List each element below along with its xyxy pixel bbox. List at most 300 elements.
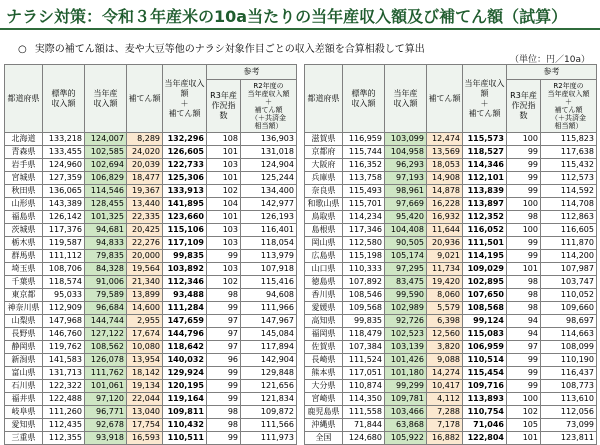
cell-r2: 111,566 [241, 419, 297, 432]
cell-crop-index: 94 [507, 328, 541, 341]
cell-total: 118,642 [163, 341, 207, 354]
cell-total: 117,109 [163, 237, 207, 250]
cell-current: 114,546 [85, 185, 127, 198]
cell-pref: 群馬県 [5, 250, 43, 263]
cell-standard: 146,760 [43, 328, 85, 341]
cell-standard: 112,580 [343, 237, 385, 250]
table-row [5, 367, 297, 380]
cell-total: 103,892 [163, 263, 207, 276]
cell-crop-index: 96 [207, 354, 241, 367]
cell-total: 113,839 [463, 185, 507, 198]
circle-bullet-icon: ○ [18, 44, 27, 55]
cell-crop-index: 98 [507, 211, 541, 224]
cell-r2: 73,099 [541, 419, 597, 432]
cell-total: 122,804 [463, 432, 507, 445]
cell-r2: 98,697 [541, 315, 597, 328]
cell-pref: 静岡県 [5, 341, 43, 354]
cell-r2: 110,052 [541, 289, 597, 302]
cell-compensation: 18,142 [127, 367, 163, 380]
cell-standard: 143,389 [43, 198, 85, 211]
cell-crop-index: 100 [507, 133, 541, 146]
cell-total: 111,501 [463, 237, 507, 250]
cell-pref: 滋賀県 [305, 133, 343, 146]
cell-pref: 徳島県 [305, 276, 343, 289]
cell-crop-index: 98 [207, 406, 241, 419]
table-row [305, 276, 597, 289]
cell-r2: 114,663 [541, 328, 597, 341]
table-row [5, 315, 297, 328]
header-crop-index: R3年産 作況指数 [507, 80, 541, 133]
cell-crop-index: 98 [207, 419, 241, 432]
cell-standard: 108,706 [43, 263, 85, 276]
table-row [5, 419, 297, 432]
cell-compensation: 17,674 [127, 328, 163, 341]
cell-total: 140,032 [163, 354, 207, 367]
cell-compensation: 4,112 [427, 393, 463, 406]
table-row [305, 419, 597, 432]
cell-current: 79,835 [85, 250, 127, 263]
cell-pref: 北海道 [5, 133, 43, 146]
cell-total: 122,733 [163, 159, 207, 172]
table-row [5, 406, 297, 419]
cell-compensation: 19,564 [127, 263, 163, 276]
header-total: 当年産収入額 ＋ 補てん額 [163, 65, 207, 133]
cell-r2: 121,656 [241, 380, 297, 393]
table-row [305, 185, 597, 198]
cell-crop-index: 99 [507, 185, 541, 198]
cell-current: 127,122 [85, 328, 127, 341]
cell-r2: 116,437 [541, 367, 597, 380]
cell-pref: 神奈川県 [5, 302, 43, 315]
cell-compensation: 8,289 [127, 133, 163, 146]
cell-crop-index: 97 [507, 341, 541, 354]
cell-total: 99,835 [163, 250, 207, 263]
cell-standard: 115,198 [343, 250, 385, 263]
cell-standard: 136,065 [43, 185, 85, 198]
cell-crop-index: 103 [207, 159, 241, 172]
cell-compensation: 2,955 [127, 315, 163, 328]
header-total: 当年産収入額 ＋ 補てん額 [463, 65, 507, 133]
cell-compensation: 16,228 [427, 198, 463, 211]
table-row [305, 315, 597, 328]
cell-r2: 142,977 [241, 198, 297, 211]
cell-pref: 茨城県 [5, 224, 43, 237]
page-title: ナラシ対策：令和３年産米の10a当たりの当年産収入額及び補てん額（試算） [6, 7, 568, 26]
cell-standard: 110,333 [343, 263, 385, 276]
cell-pref: 青森県 [5, 146, 43, 159]
table-row [5, 172, 297, 185]
cell-crop-index: 99 [207, 432, 241, 445]
cell-standard: 111,558 [343, 406, 385, 419]
cell-compensation: 19,134 [127, 380, 163, 393]
cell-r2: 113,610 [541, 393, 597, 406]
cell-crop-index: 99 [207, 367, 241, 380]
table-row [5, 380, 297, 393]
cell-pref: 福岡県 [305, 328, 343, 341]
note [18, 40, 425, 55]
table-row [5, 393, 297, 406]
cell-pref: 愛媛県 [305, 302, 343, 315]
cell-crop-index: 108 [207, 133, 241, 146]
cell-r2: 145,084 [241, 328, 297, 341]
cell-r2: 103,747 [541, 276, 597, 289]
cell-r2: 113,979 [241, 250, 297, 263]
cell-current: 91,006 [85, 276, 127, 289]
cell-current: 128,455 [85, 198, 127, 211]
cell-total: 93,488 [163, 289, 207, 302]
cell-current: 103,466 [385, 406, 427, 419]
cell-crop-index: 99 [507, 367, 541, 380]
table-row [305, 250, 597, 263]
cell-standard: 115,701 [343, 198, 385, 211]
cell-total: 114,346 [463, 159, 507, 172]
table-row [5, 302, 297, 315]
cell-r2: 107,918 [241, 263, 297, 276]
cell-compensation: 6,398 [427, 315, 463, 328]
cell-crop-index: 99 [507, 380, 541, 393]
cell-pref: 山形県 [5, 198, 43, 211]
cell-pref: 宮崎県 [305, 393, 343, 406]
cell-crop-index: 99 [207, 302, 241, 315]
cell-crop-index: 103 [207, 224, 241, 237]
table-row [305, 159, 597, 172]
table-row [5, 133, 297, 146]
cell-total: 118,527 [463, 146, 507, 159]
cell-current: 92,678 [85, 419, 127, 432]
cell-total: 110,754 [463, 406, 507, 419]
cell-total: 141,895 [163, 198, 207, 211]
cell-pref: 岡山県 [305, 237, 343, 250]
cell-total: 102,895 [463, 276, 507, 289]
cell-crop-index: 103 [207, 237, 241, 250]
cell-standard: 112,909 [43, 302, 85, 315]
table-row [5, 432, 297, 445]
cell-r2: 125,244 [241, 172, 297, 185]
cell-current: 102,989 [385, 302, 427, 315]
cell-compensation: 22,276 [127, 237, 163, 250]
cell-total: 115,573 [463, 133, 507, 146]
cell-standard: 71,844 [343, 419, 385, 432]
cell-total: 147,659 [163, 315, 207, 328]
cell-standard: 117,051 [343, 367, 385, 380]
cell-compensation: 13,040 [127, 406, 163, 419]
cell-total: 108,568 [463, 302, 507, 315]
cell-r2: 108,099 [541, 341, 597, 354]
cell-crop-index: 99 [507, 159, 541, 172]
cell-pref: 福島県 [5, 211, 43, 224]
cell-current: 102,523 [385, 328, 427, 341]
cell-standard: 117,346 [343, 224, 385, 237]
cell-pref: 長野県 [5, 328, 43, 341]
cell-standard: 99,835 [343, 315, 385, 328]
cell-pref: 栃木県 [5, 237, 43, 250]
cell-compensation: 13,569 [427, 146, 463, 159]
cell-total: 107,650 [463, 289, 507, 302]
cell-compensation: 16,882 [427, 432, 463, 445]
cell-compensation: 5,579 [427, 302, 463, 315]
cell-standard: 122,488 [43, 393, 85, 406]
cell-pref: 熊本県 [305, 367, 343, 380]
header-reference: 参考 [507, 65, 597, 80]
cell-compensation: 16,932 [427, 211, 463, 224]
cell-r2: 118,054 [241, 237, 297, 250]
cell-pref: 山梨県 [5, 315, 43, 328]
cell-current: 105,922 [385, 432, 427, 445]
cell-crop-index: 94 [507, 315, 541, 328]
cell-pref: 島根県 [305, 224, 343, 237]
cell-crop-index: 99 [507, 237, 541, 250]
cell-pref: 和歌山県 [305, 198, 343, 211]
cell-crop-index: 99 [507, 250, 541, 263]
header-current: 当年産 収入額 [385, 65, 427, 133]
cell-compensation: 13,899 [127, 289, 163, 302]
cell-r2: 111,870 [541, 237, 597, 250]
table-row [305, 172, 597, 185]
header-compensation: 補てん額 [127, 65, 163, 133]
table-row [305, 289, 597, 302]
cell-r2: 112,056 [541, 406, 597, 419]
cell-crop-index: 100 [507, 393, 541, 406]
cell-pref: 東京都 [5, 289, 43, 302]
cell-total: 113,897 [463, 198, 507, 211]
cell-crop-index: 99 [207, 393, 241, 406]
cell-compensation: 10,417 [427, 380, 463, 393]
cell-current: 84,328 [85, 263, 127, 276]
cell-current: 96,293 [385, 159, 427, 172]
cell-pref: 三重県 [5, 432, 43, 445]
cell-standard: 108,546 [343, 289, 385, 302]
table-row [5, 185, 297, 198]
header-pref: 都道府県 [305, 65, 343, 133]
cell-compensation: 14,274 [427, 367, 463, 380]
cell-compensation: 20,039 [127, 159, 163, 172]
cell-crop-index: 101 [507, 263, 541, 276]
cell-current: 126,078 [85, 354, 127, 367]
cell-r2: 110,190 [541, 354, 597, 367]
cell-compensation: 20,000 [127, 250, 163, 263]
cell-total: 132,296 [163, 133, 207, 146]
cell-current: 108,562 [85, 341, 127, 354]
cell-pref: 兵庫県 [305, 172, 343, 185]
cell-current: 83,475 [385, 276, 427, 289]
cell-pref: 大阪府 [305, 159, 343, 172]
cell-crop-index: 99 [207, 380, 241, 393]
cell-pref: 岐阜県 [5, 406, 43, 419]
cell-pref: 鹿児島県 [305, 406, 343, 419]
cell-r2: 115,416 [241, 276, 297, 289]
cell-compensation: 21,340 [127, 276, 163, 289]
cell-current: 98,961 [385, 185, 427, 198]
cell-current: 101,061 [85, 380, 127, 393]
cell-total: 99,124 [463, 315, 507, 328]
cell-r2: 114,200 [541, 250, 597, 263]
cell-crop-index: 100 [507, 224, 541, 237]
cell-r2: 117,638 [541, 146, 597, 159]
cell-crop-index: 99 [207, 250, 241, 263]
cell-crop-index: 102 [507, 406, 541, 419]
cell-r2: 114,708 [541, 198, 597, 211]
cell-crop-index: 105 [507, 419, 541, 432]
table-row [5, 328, 297, 341]
cell-current: 144,744 [85, 315, 127, 328]
cell-total: 119,164 [163, 393, 207, 406]
table-row [5, 354, 297, 367]
cell-total: 110,432 [163, 419, 207, 432]
cell-pref: 大分県 [305, 380, 343, 393]
cell-pref: 千葉県 [5, 276, 43, 289]
cell-r2: 123,811 [541, 432, 597, 445]
cell-current: 102,694 [85, 159, 127, 172]
cell-standard: 116,352 [343, 159, 385, 172]
cell-compensation: 24,020 [127, 146, 163, 159]
cell-r2: 112,573 [541, 172, 597, 185]
cell-standard: 118,574 [43, 276, 85, 289]
cell-current: 93,918 [85, 432, 127, 445]
cell-pref: 佐賀県 [305, 341, 343, 354]
cell-compensation: 19,367 [127, 185, 163, 198]
cell-crop-index: 97 [207, 315, 241, 328]
cell-standard: 110,874 [343, 380, 385, 393]
cell-crop-index: 101 [207, 146, 241, 159]
table-row [5, 224, 297, 237]
cell-current: 94,681 [85, 224, 127, 237]
cell-r2: 131,018 [241, 146, 297, 159]
cell-compensation: 16,593 [127, 432, 163, 445]
cell-total: 113,893 [463, 393, 507, 406]
table-row [305, 341, 597, 354]
cell-total: 133,913 [163, 185, 207, 198]
cell-r2: 134,400 [241, 185, 297, 198]
cell-total: 109,029 [463, 263, 507, 276]
header-pref: 都道府県 [5, 65, 43, 133]
cell-r2: 126,193 [241, 211, 297, 224]
cell-total: 115,083 [463, 328, 507, 341]
cell-standard: 111,260 [43, 406, 85, 419]
cell-standard: 116,959 [343, 133, 385, 146]
cell-r2: 115,432 [541, 159, 597, 172]
table-row [305, 406, 597, 419]
cell-compensation: 22,044 [127, 393, 163, 406]
cell-standard: 126,142 [43, 211, 85, 224]
cell-r2: 109,660 [541, 302, 597, 315]
cell-current: 95,420 [385, 211, 427, 224]
header-standard: 標準的 収入額 [343, 65, 385, 133]
cell-current: 106,829 [85, 172, 127, 185]
table-row [5, 237, 297, 250]
cell-compensation: 11,644 [427, 224, 463, 237]
cell-total: 111,284 [163, 302, 207, 315]
cell-compensation: 3,820 [427, 341, 463, 354]
cell-standard: 115,493 [343, 185, 385, 198]
cell-total: 115,454 [463, 367, 507, 380]
cell-total: 110,514 [463, 354, 507, 367]
cell-compensation: 22,335 [127, 211, 163, 224]
cell-r2: 117,894 [241, 341, 297, 354]
cell-crop-index: 99 [507, 172, 541, 185]
cell-r2: 116,605 [541, 224, 597, 237]
cell-current: 90,505 [385, 237, 427, 250]
cell-total: 129,924 [163, 367, 207, 380]
cell-standard: 111,524 [343, 354, 385, 367]
cell-standard: 115,744 [343, 146, 385, 159]
cell-standard: 147,968 [43, 315, 85, 328]
cell-total: 112,352 [463, 211, 507, 224]
cell-compensation: 13,440 [127, 198, 163, 211]
cell-compensation: 14,908 [427, 172, 463, 185]
table-row [305, 328, 597, 341]
table-row [305, 237, 597, 250]
cell-compensation: 18,477 [127, 172, 163, 185]
header-compensation: 補てん額 [427, 65, 463, 133]
header-r2: R2年度の 当年産収入額 ＋ 補てん額 （＋共済金 相当額） [241, 80, 297, 133]
cell-pref: 奈良県 [305, 185, 343, 198]
cell-standard: 112,435 [43, 419, 85, 432]
table-row [5, 146, 297, 159]
cell-current: 102,585 [85, 146, 127, 159]
table-row [5, 341, 297, 354]
cell-compensation: 10,080 [127, 341, 163, 354]
cell-crop-index: 98 [507, 276, 541, 289]
cell-standard: 109,568 [343, 302, 385, 315]
cell-crop-index: 98 [207, 289, 241, 302]
cell-r2: 136,903 [241, 133, 297, 146]
cell-standard: 117,376 [43, 224, 85, 237]
table-row [305, 224, 597, 237]
cell-standard: 124,960 [43, 159, 85, 172]
cell-crop-index: 103 [207, 263, 241, 276]
cell-total: 106,959 [463, 341, 507, 354]
cell-current: 105,174 [385, 250, 427, 263]
cell-compensation: 11,734 [427, 263, 463, 276]
cell-total: 126,605 [163, 146, 207, 159]
note-text: 実際の補てん額は、麦や大豆等他のナラシ対象作目ごとの収入差額を合算相殺して算出 [34, 44, 425, 55]
cell-crop-index: 100 [507, 198, 541, 211]
cell-pref: 愛知県 [5, 419, 43, 432]
cell-standard: 114,234 [343, 211, 385, 224]
cell-current: 101,426 [385, 354, 427, 367]
cell-r2: 111,966 [241, 302, 297, 315]
cell-current: 109,781 [385, 393, 427, 406]
cell-current: 99,299 [385, 380, 427, 393]
cell-crop-index: 99 [507, 146, 541, 159]
cell-compensation: 14,878 [427, 185, 463, 198]
cell-standard: 131,713 [43, 367, 85, 380]
cell-current: 101,325 [85, 211, 127, 224]
table-row [5, 276, 297, 289]
cell-total: 114,195 [463, 250, 507, 263]
cell-standard: 122,322 [43, 380, 85, 393]
cell-compensation: 18,053 [427, 159, 463, 172]
cell-r2: 116,401 [241, 224, 297, 237]
cell-standard: 95,033 [43, 289, 85, 302]
header-r2: R2年度の 当年産収入額 ＋ 補てん額 （＋共済金 相当額） [541, 80, 597, 133]
table-row [305, 367, 597, 380]
cell-current: 103,139 [385, 341, 427, 354]
cell-r2: 112,863 [541, 211, 597, 224]
cell-r2: 108,773 [541, 380, 597, 393]
cell-current: 97,295 [385, 263, 427, 276]
table-row [5, 289, 297, 302]
cell-total: 144,796 [163, 328, 207, 341]
cell-total: 123,660 [163, 211, 207, 224]
table-row [305, 146, 597, 159]
table-row [305, 393, 597, 406]
cell-current: 96,684 [85, 302, 127, 315]
cell-pref: 埼玉県 [5, 263, 43, 276]
cell-compensation: 14,600 [127, 302, 163, 315]
cell-standard: 133,218 [43, 133, 85, 146]
cell-compensation: 19,420 [427, 276, 463, 289]
